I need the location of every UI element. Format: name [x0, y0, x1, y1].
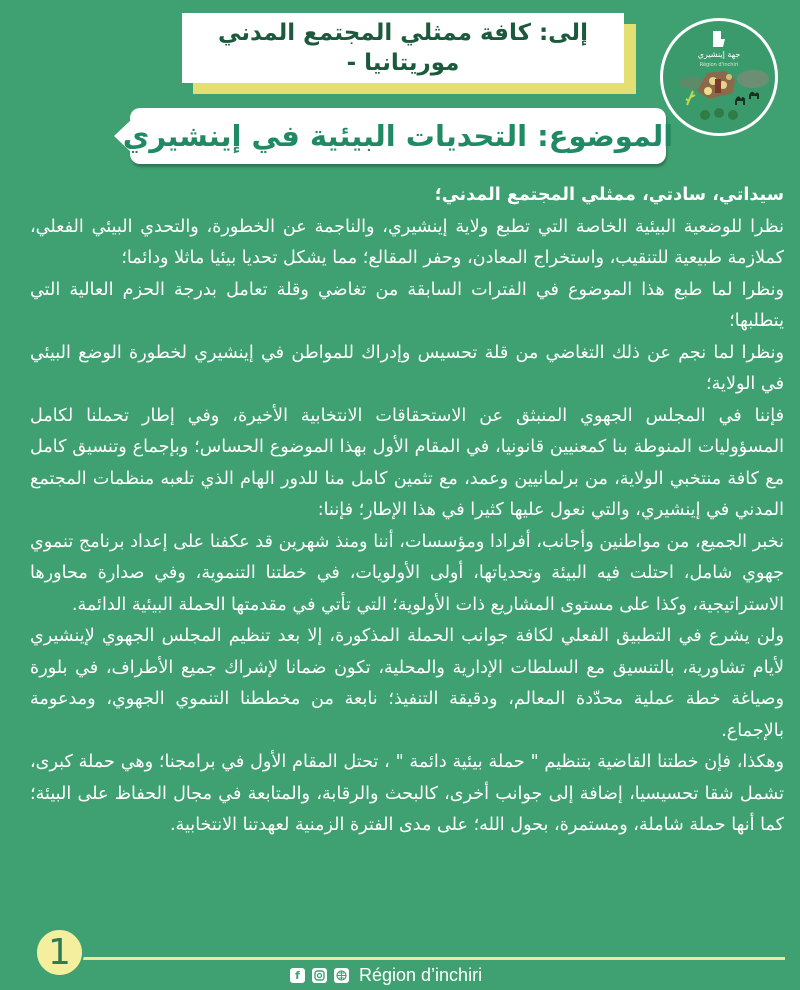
recipient-box	[182, 13, 624, 83]
paragraph: ولن يشرع في التطبيق الفعلي لكافة جوانب الحملة المذكورة، إلا بعد تنظيم المجلس الجهوي لإينشيري لأيام تشاورية، بالتنسيق مع السلطات الإدارية والمحلية، تكون ضمانا لإشراك جميع الأطراف، في بلورة وصياغة خطة عملية محدّدة المعالم، ودقيقة التنفيذ؛ نابعة من مخططنا التنموي الجهوي، ومدعومة بالإجماع.	[30, 626, 784, 741]
logo-text-fr: Région d'inchiri	[699, 62, 739, 68]
salutation: سيداتي، سادتي، ممثلي المجتمع المدني؛	[434, 185, 784, 205]
facebook-icon[interactable]: f	[290, 968, 305, 983]
instagram-icon[interactable]	[312, 968, 327, 983]
region-logo	[660, 18, 778, 136]
subject-title: الموضوع: التحديات البيئية في إينشيري	[122, 119, 674, 153]
recipient-line-2: موريتانيا -	[346, 50, 460, 76]
logo-illustration	[663, 21, 775, 133]
paragraph: ونظرا لما نجم عن ذلك التغاضي من قلة تحسيس وإدراك للمواطن في إينشيري لخطورة الوضع البيئي في الولاية؛	[30, 342, 784, 394]
logo-text-ar: جهة إينشيري	[697, 50, 741, 59]
paragraph: وهكذا، فإن خطتنا القاضية بتنظيم " حملة بيئية دائمة " ، تحتل المقام الأول في برامجنا؛ وهي حملة كبرى، تشمل شقا تحسيسيا، إضافة إلى جوانب أخرى، كالبحث والرقابة، والمتابعة في مجال الحفاظ على البيئة؛ كما أنها حملة شاملة، ومستمرة، بحول الله؛ على مدى الفترة الزمنية لعهدتنا الانتخابية.	[30, 752, 784, 835]
subject-banner	[110, 108, 674, 166]
paragraph: نخبر الجميع، من مواطنين وأجانب، أفرادا ومؤسسات، أننا ومنذ شهرين قد عكفنا على إعداد برنامج تنموي جهوي شامل، احتلت فيه البيئة وتحدياتها، أولى الأولويات، في خطتنا التنموية، وفي صدارة محاورها الاستراتيجية، وكذا على مستوى المشاريع ذات الأولوية؛ التي تأتي في مقدمتها الحملة البيئية الدائمة.	[30, 531, 784, 615]
paragraph: فإننا في المجلس الجهوي المنبثق عن الاستحقاقات الانتخابية الأخيرة، وفي إطار تحملنا لكامل المسؤوليات المنوطة بنا كمعنيين قانونيا، في المقام الأول بهذا الموضوع الحساس؛ وبإجماع وتنسيق كامل مع كافة منتخبي الولاية، من برلمانيين وعمد، مع تثمين كامل منا للدور الهام الذي تلعبه منظمات المجتمع المدني في إينشيري، والتي نعول عليها كثيرا في هذا الإطار؛ فإننا:	[30, 405, 784, 520]
letter-body	[30, 180, 784, 842]
subject-box	[122, 108, 674, 164]
page-number-badge: 1	[35, 928, 84, 977]
map-silhouette-icon	[713, 31, 725, 47]
region-name: Région d’inchiri	[359, 964, 483, 985]
paragraph: ونظرا لما طبع هذا الموضوع في الفترات السابقة من تغاضي وقلة تعامل بدرجة الحزم العالية التي يتطلبها؛	[30, 279, 784, 331]
footer-social	[290, 964, 482, 986]
paragraph: نظرا للوضعية البيئية الخاصة التي تطبع ولاية إينشيري، والناجمة عن الخطورة، والتحدي البيئي الفعلي، كملازمة طبيعية للتنقيب، واستخراج المعادن، وحفر المقالع؛ مما يشكل تحديا بيئيا ماثلا ودائما؛	[30, 216, 784, 268]
recipient-line-1: إلى: كافة ممثلي المجتمع المدني	[218, 20, 588, 46]
globe-icon[interactable]	[334, 968, 349, 983]
footer-divider	[60, 957, 785, 960]
